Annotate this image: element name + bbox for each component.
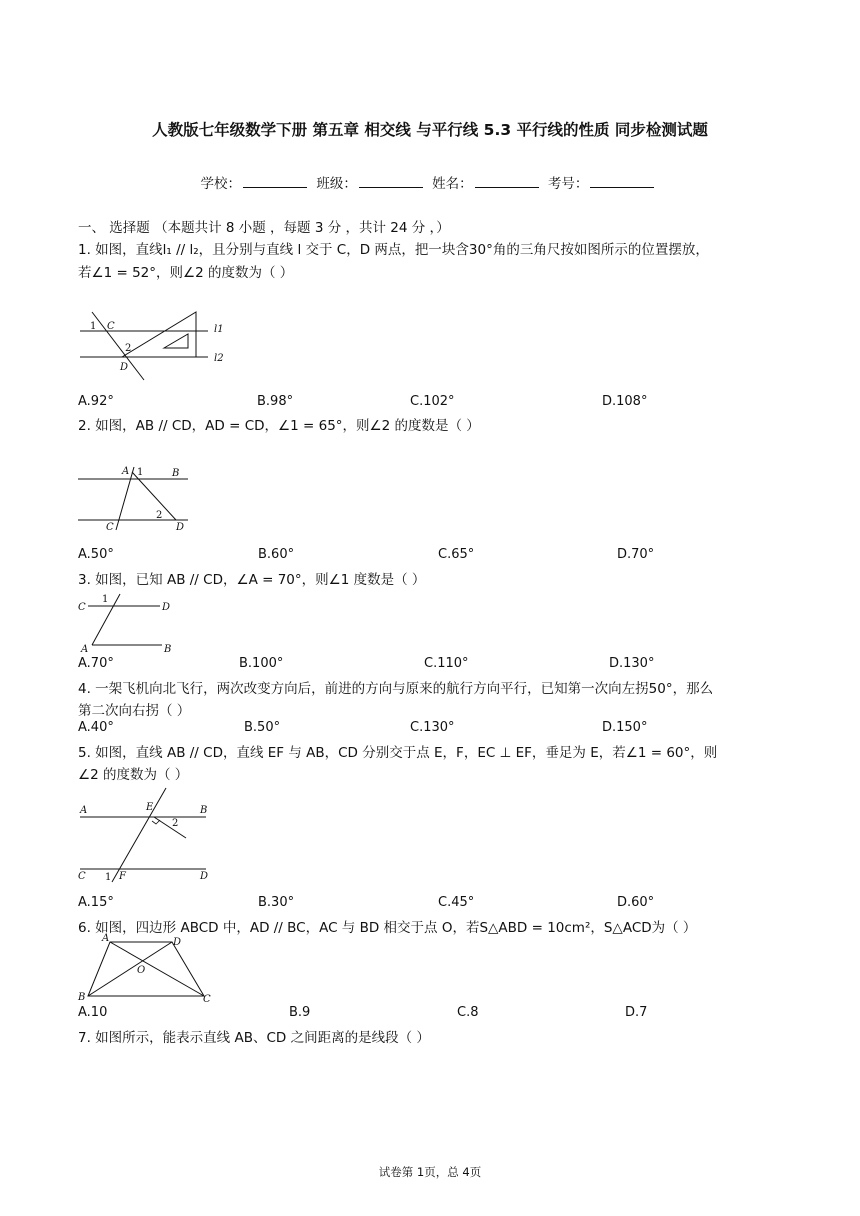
question-6-figure — [76, 932, 221, 1004]
fig2-label-2: 2 — [156, 510, 163, 521]
class-blank[interactable] — [359, 173, 423, 188]
q4-option-a[interactable]: A.40° — [78, 720, 114, 735]
question-1-text: 1. 如图，直线l₁ // l₂，且分别与直线 l 交于 C，D 两点，把一块含30°角的三角尺按如图所示的位置摆放， — [78, 242, 709, 258]
fig5-label-A: A — [80, 805, 88, 816]
fig5-label-1: 1 — [105, 872, 112, 883]
student-info-row — [0, 172, 860, 192]
fig3-label-C: C — [78, 602, 86, 613]
fig5-label-2: 2 — [172, 818, 179, 829]
fig1-label-l1: l1 — [214, 324, 224, 335]
fig3-label-A: A — [81, 644, 89, 654]
fig3-label-B: B — [164, 644, 172, 654]
fig1-label-l2: l2 — [214, 353, 224, 364]
question-6-text: 6. 如图，四边形 ABCD 中，AD // BC，AC 与 BD 相交于点 O，若S△ABD = 10cm²，S△ACD为（ ） — [78, 920, 697, 936]
fig1-label-C: C — [107, 321, 115, 332]
question-5-text: 5. 如图，直线 AB // CD，直线 EF 与 AB，CD 分别交于点 E，F，EC ⊥ EF，垂足为 E，若∠1 = 60°，则 — [78, 745, 718, 761]
school-blank[interactable] — [243, 173, 307, 188]
fig2-label-C: C — [106, 522, 114, 532]
class-label: 班级： — [316, 176, 357, 192]
q2-option-c[interactable]: C.65° — [438, 547, 475, 562]
q5-option-d[interactable]: D.60° — [617, 895, 655, 910]
question-4-text-cont: 第二次向右拐（ ） — [78, 703, 191, 719]
ray-EC — [154, 817, 186, 838]
fig2-label-D: D — [176, 522, 185, 532]
q1-option-c[interactable]: C.102° — [410, 394, 455, 409]
question-3-figure — [76, 590, 186, 654]
page-title: 人教版七年级数学下册 第五章 相交线 与平行线 5.3 平行线的性质 同步检测试题 — [152, 121, 708, 139]
q2-option-b[interactable]: B.60° — [258, 547, 295, 562]
q3-option-d[interactable]: D.130° — [609, 656, 655, 671]
q2-option-d[interactable]: D.70° — [617, 547, 655, 562]
diagonal-AC — [110, 942, 204, 996]
triangle-ruler-inner — [164, 334, 188, 348]
question-5-text-cont: ∠2 的度数为（ ） — [78, 767, 189, 783]
q3-option-a[interactable]: A.70° — [78, 656, 114, 671]
q4-option-d[interactable]: D.150° — [602, 720, 648, 735]
fig6-label-O: O — [137, 965, 146, 976]
q5-option-b[interactable]: B.30° — [258, 895, 295, 910]
question-1-figure — [76, 310, 236, 385]
fig3-label-D: D — [162, 602, 171, 613]
q6-option-c[interactable]: C.8 — [457, 1005, 479, 1020]
q1-option-b[interactable]: B.98° — [257, 394, 294, 409]
fig6-label-D: D — [173, 937, 182, 948]
question-2-figure — [76, 462, 196, 532]
q2-option-a[interactable]: A.50° — [78, 547, 114, 562]
fig2-label-1: 1 — [137, 467, 144, 478]
question-4-text: 4. 一架飞机向北飞行，两次改变方向后，前进的方向与原来的航行方向平行，已知第一次向左拐50°，那么 — [78, 681, 714, 697]
question-2-text: 2. 如图，AB // CD，AD = CD，∠1 = 65°，则∠2 的度数是（ ） — [78, 418, 480, 434]
fig3-label-1: 1 — [102, 594, 109, 605]
triangle-ruler-outer — [122, 312, 196, 357]
fig6-label-A: A — [102, 933, 110, 944]
exam-number-label: 考号： — [547, 176, 589, 192]
q3-option-c[interactable]: C.110° — [424, 656, 469, 671]
page-footer: 试卷第 1页，总 4页 — [378, 1165, 482, 1179]
question-5-figure — [76, 786, 216, 884]
q1-option-d[interactable]: D.108° — [602, 394, 648, 409]
fig5-label-E: E — [146, 802, 154, 813]
fig1-label-D: D — [120, 362, 129, 373]
fig5-label-D: D — [200, 871, 209, 882]
q5-option-c[interactable]: C.45° — [438, 895, 475, 910]
q6-option-d[interactable]: D.7 — [625, 1005, 648, 1020]
fig1-label-2: 2 — [125, 343, 132, 354]
line-l — [92, 312, 144, 380]
q3-option-b[interactable]: B.100° — [239, 656, 284, 671]
fig5-label-C: C — [78, 871, 86, 882]
name-label: 姓名： — [432, 176, 473, 192]
name-blank[interactable] — [475, 173, 539, 188]
q4-option-c[interactable]: C.130° — [410, 720, 455, 735]
fig1-label-1: 1 — [90, 321, 97, 332]
question-7-text: 7. 如图所示，能表示直线 AB、CD 之间距离的是线段（ ） — [78, 1030, 430, 1046]
fig5-label-F: F — [119, 871, 126, 882]
fig6-label-C: C — [203, 994, 211, 1004]
school-label: 学校： — [200, 176, 242, 192]
section-heading: 一、 选择题 （本题共计 8 小题 ，每题 3 分 ，共计 24 分 ，） — [78, 220, 450, 236]
diagonal-BD — [88, 942, 172, 996]
q4-option-b[interactable]: B.50° — [244, 720, 281, 735]
question-1-text-cont: 若∠1 = 52°，则∠2 的度数为（ ） — [78, 265, 294, 281]
q5-option-a[interactable]: A.15° — [78, 895, 114, 910]
question-3-text: 3. 如图，已知 AB // CD，∠A = 70°，则∠1 度数是（ ） — [78, 572, 426, 588]
line-EF — [112, 788, 166, 882]
q1-option-a[interactable]: A.92° — [78, 394, 114, 409]
quadrilateral-ABCD — [88, 942, 204, 996]
fig2-label-B: B — [172, 468, 180, 479]
fig5-label-B: B — [200, 805, 208, 816]
q6-option-a[interactable]: A.10 — [78, 1005, 108, 1020]
q6-option-b[interactable]: B.9 — [289, 1005, 311, 1020]
exam-number-blank[interactable] — [590, 173, 654, 188]
fig6-label-B: B — [78, 992, 86, 1003]
fig2-label-A: A — [122, 466, 130, 477]
